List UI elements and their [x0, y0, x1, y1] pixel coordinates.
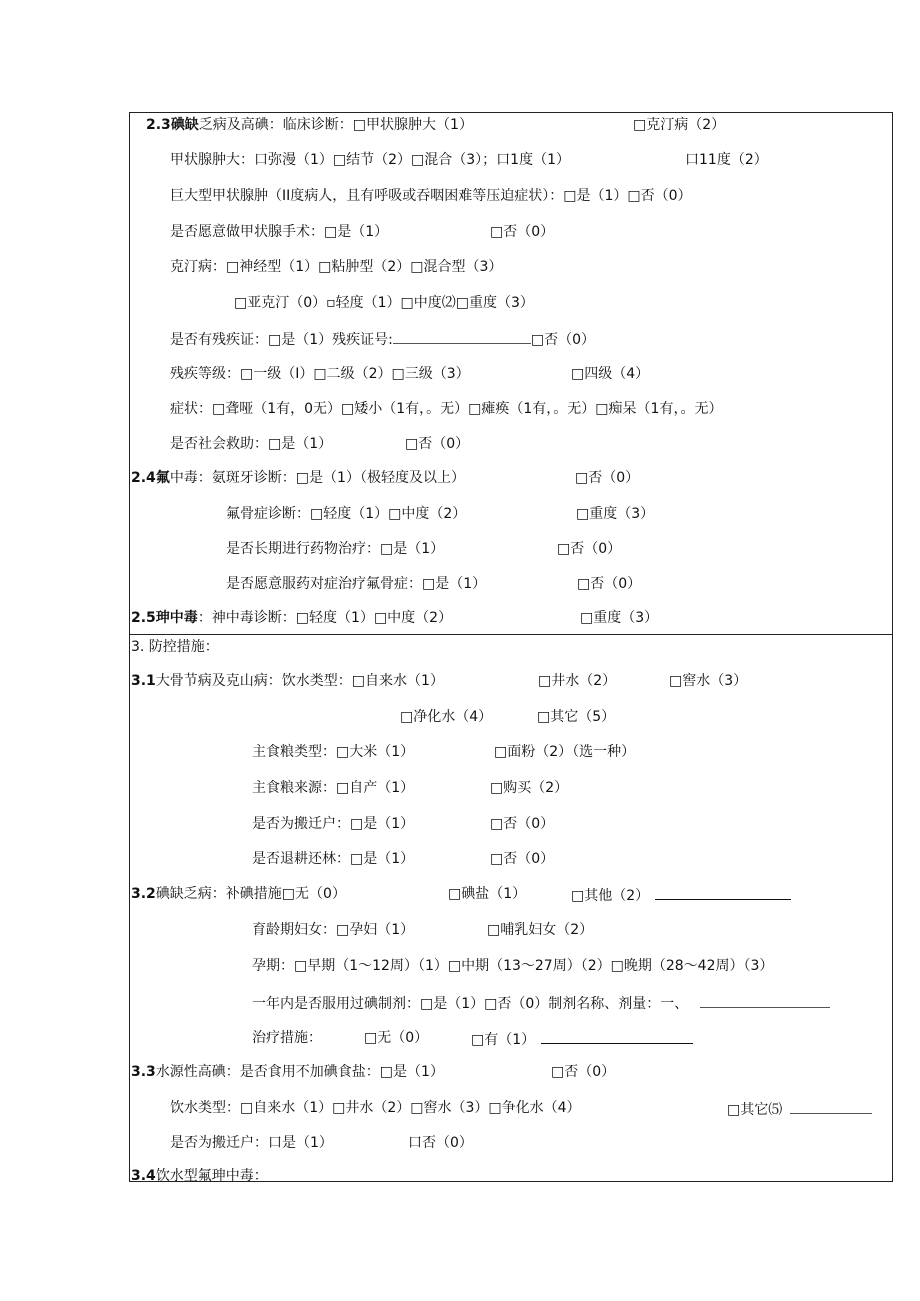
- relocated-row[interactable]: 是否为搬迁户：□是（1）: [252, 816, 415, 832]
- s25-bold: 珅中毒: [155, 610, 198, 626]
- disability-label[interactable]: 是否有残疾证：□是（1）残疾证号:: [170, 332, 393, 348]
- staple-type-row[interactable]: 主食粮类型：□大米（1）: [252, 744, 415, 760]
- iodized-salt-option[interactable]: □碘盐（1）: [448, 886, 527, 902]
- longterm-treatment-no-option[interactable]: □否（0）: [557, 541, 622, 557]
- s33-heading-text[interactable]: 水源性高碘：是否食用不加碘食盐：□是（1）: [155, 1064, 444, 1080]
- s23-heading-text[interactable]: 乏病及高碘：临床诊断：□甲状腺肿大（1）: [198, 117, 473, 133]
- water-other-option[interactable]: □其它（5）: [537, 709, 616, 725]
- s32-heading-text[interactable]: 碘缺乏病：补碘措施□无（0）: [155, 886, 346, 902]
- s31-number: 3.1: [131, 673, 156, 689]
- s32-number: 3.2: [131, 886, 156, 902]
- s33-heading: [131, 1063, 444, 1081]
- cretin-type-row[interactable]: 克汀病：□神经型（1）□粘肿型（2）□混合型（3）: [170, 259, 503, 275]
- childbearing-women-row[interactable]: 育龄期妇女：□孕妇（1）: [252, 922, 415, 938]
- iodine-other-option[interactable]: □其他（2）: [571, 888, 650, 904]
- water-well-option[interactable]: □井水（2）: [538, 673, 617, 689]
- disability-row: [170, 329, 595, 347]
- s33-water-type-row[interactable]: 饮水类型：□自来水（1）□井水（2）□窖水（3）□争化水（4）: [170, 1100, 581, 1116]
- s24-heading: [131, 469, 465, 487]
- staple-buy-option[interactable]: □购买（2）: [490, 780, 569, 796]
- s23-heading: [146, 116, 473, 134]
- s24-heading-text[interactable]: 中毒：氨斑牙诊断：□是（1）（极轻度及以上）: [169, 470, 465, 486]
- treatment-yes-option[interactable]: □有（1）: [471, 1032, 536, 1048]
- s25-heading-text[interactable]: ：神中毒诊断：□轻度（1）□中度（2）: [197, 610, 453, 626]
- s33-number: 3.3: [131, 1064, 156, 1080]
- dental-fluorosis-no-option[interactable]: □否（0）: [575, 470, 640, 486]
- iodine-other-field[interactable]: [655, 885, 791, 900]
- s25-heading: [131, 609, 452, 627]
- s31-heading-text[interactable]: 大骨节病及克山病：饮水类型：□自来水（1）: [155, 673, 444, 689]
- supplement-name-field[interactable]: [700, 993, 830, 1008]
- surgery-no-option[interactable]: □否（0）: [490, 224, 555, 240]
- surgery-row[interactable]: 是否愿意做甲状腺手术：□是（1）: [170, 224, 389, 240]
- treatment-detail-field[interactable]: [541, 1029, 693, 1044]
- s33-relocated-row[interactable]: 是否为搬迁户：口是（1）: [170, 1135, 333, 1151]
- s24-bold: 氟: [155, 470, 170, 486]
- s33-water-other-option[interactable]: □其它⑸: [727, 1102, 783, 1118]
- s3-title: 3. 防控措施：: [131, 639, 219, 655]
- s24-number: 2.4: [131, 470, 156, 486]
- iodine-supplement-row: [252, 993, 830, 1011]
- goiter-grade-2-option[interactable]: 口11度（2）: [685, 152, 768, 168]
- s23-number: 2.3: [146, 117, 171, 133]
- water-cellar-option[interactable]: □窖水（3）: [669, 673, 748, 689]
- cretinism-option[interactable]: □克汀病（2）: [633, 117, 726, 133]
- s34-heading-text: 饮水型氟珅中毒：: [155, 1168, 268, 1184]
- s33-water-other-row: [727, 1099, 872, 1117]
- relocated-no-option[interactable]: □否（0）: [490, 816, 555, 832]
- giant-goiter-row[interactable]: 巨大型甲状腺肿（II度病人，且有呼吸或吞咽困难等压迫症状）：□是（1）□否（0）: [170, 188, 692, 204]
- willing-treatment-no-option[interactable]: □否（0）: [577, 576, 642, 592]
- nursing-women-option[interactable]: □哺乳妇女（2）: [487, 922, 594, 938]
- disability-number-field[interactable]: [393, 329, 531, 344]
- pregnancy-stage-row[interactable]: 孕期：□早期（1～12周）（1）□中期（13～27周）（2）□晚期（28～42周）（3）: [252, 958, 774, 974]
- disability-grade-4-option[interactable]: □四级（4）: [571, 366, 650, 382]
- water-purified-option[interactable]: □净化水（4）: [400, 709, 493, 725]
- staple-flour-option[interactable]: □面粉（2）（选一种）: [494, 744, 636, 760]
- arsenic-severe-option[interactable]: □重度（3）: [580, 610, 659, 626]
- disability-no-option[interactable]: □否（0）: [530, 332, 595, 348]
- s33-water-other-field[interactable]: [790, 1099, 872, 1114]
- longterm-treatment-row[interactable]: 是否长期进行药物治疗：□是（1）: [226, 541, 445, 557]
- treatment-none-option[interactable]: □无（0）: [364, 1030, 429, 1046]
- disability-grade-row[interactable]: 残疾等级：□一级（I）□二级（2）□三级（3）: [170, 366, 470, 382]
- reforestation-row[interactable]: 是否退耕还林：□是（1）: [252, 851, 415, 867]
- non-iodized-salt-no-option[interactable]: □否（0）: [551, 1064, 616, 1080]
- subcretin-row[interactable]: □亚克汀（0）▫轻度（1）□中度⑵□重度（3）: [234, 295, 534, 311]
- s34-number: 3.4: [131, 1168, 156, 1184]
- social-aid-row[interactable]: 是否社会救助：□是（1）: [170, 436, 333, 452]
- staple-source-row[interactable]: 主食粮来源：□自产（1）: [252, 780, 415, 796]
- treatment-label: 治疗措施：: [252, 1030, 322, 1046]
- social-aid-no-option[interactable]: □否（0）: [405, 436, 470, 452]
- treatment-yes-row: [471, 1029, 693, 1047]
- skeletal-fluorosis-severe-option[interactable]: □重度（3）: [576, 506, 655, 522]
- section-divider: [129, 634, 893, 635]
- iodine-other-row: [571, 885, 791, 903]
- s31-heading: [131, 672, 444, 690]
- symptoms-row[interactable]: 症状：□聋哑（1有，0无）□矮小（1有，。无）□瘫痪（1有，。无）□痴呆（1有，。无）: [170, 401, 723, 417]
- s23-bold: 碘缺: [170, 117, 199, 133]
- willing-treatment-row[interactable]: 是否愿意服药对症治疗氟骨症：□是（1）: [226, 576, 487, 592]
- goiter-type-row[interactable]: 甲状腺肿大：口弥漫（1）□结节（2）□混合（3）；口1度（1）: [170, 152, 570, 168]
- s25-number: 2.5: [131, 610, 156, 626]
- skeletal-fluorosis-row[interactable]: 氟骨症诊断：□轻度（1）□中度（2）: [226, 506, 467, 522]
- s32-heading: [131, 885, 346, 903]
- s33-relocated-no-option[interactable]: 口否（0）: [408, 1135, 473, 1151]
- iodine-supplement-label[interactable]: 一年内是否服用过碘制剂：□是（1）□否（0）制剂名称、剂量：一、: [252, 996, 689, 1012]
- s34-heading: [131, 1167, 268, 1185]
- reforestation-no-option[interactable]: □否（0）: [490, 851, 555, 867]
